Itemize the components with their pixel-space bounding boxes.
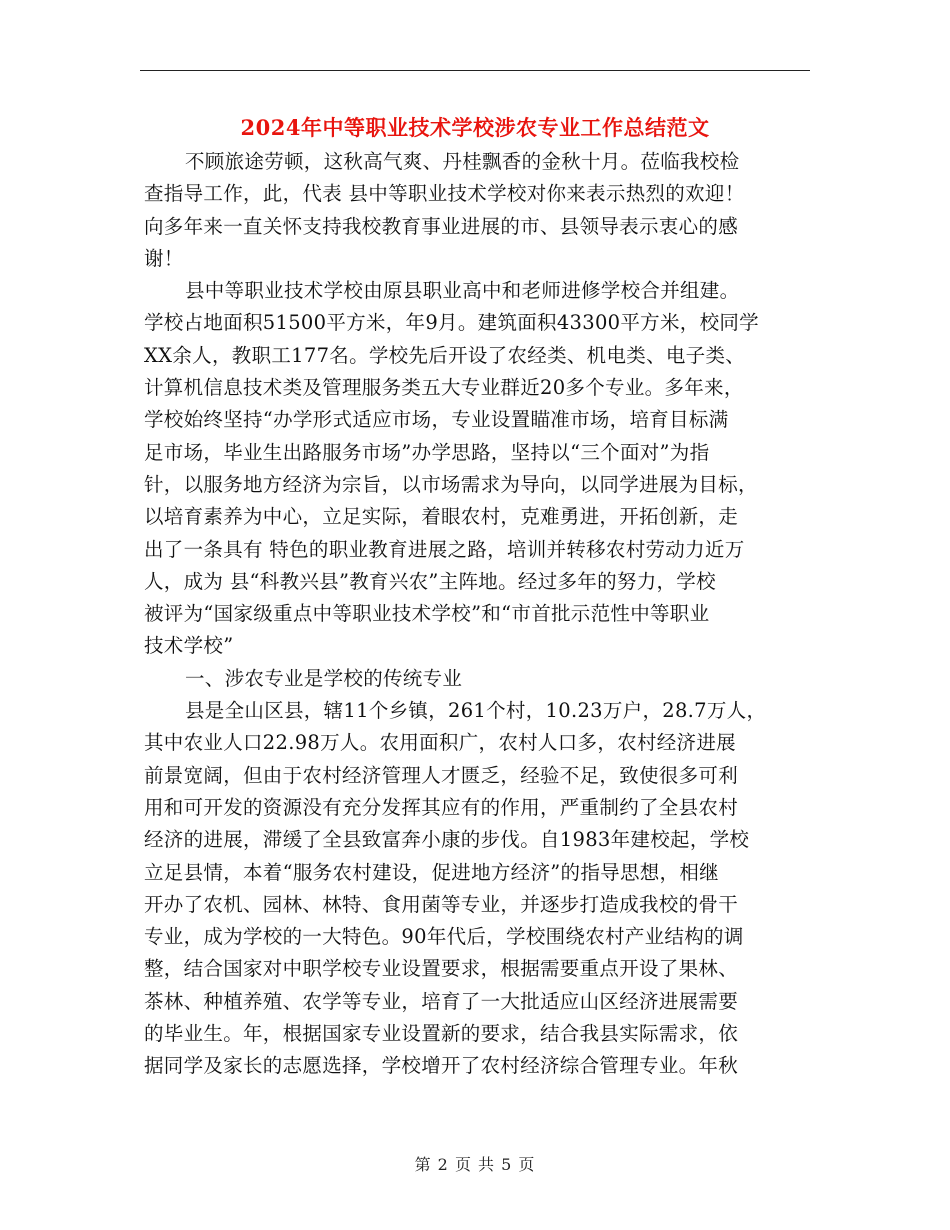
document-body	[144, 146, 808, 1106]
body-line: 前景宽阔，但由于农村经济管理人才匮乏，经验不足，致使很多可利	[144, 763, 739, 787]
body-line: XX余人，教职工177名。学校先后开设了农经类、机电类、电子类、	[144, 343, 746, 367]
body-line: 其中农业人口22.98万人。农用面积广，农村人口多，农村经济进展	[144, 731, 736, 755]
body-line: 技术学校”	[144, 634, 234, 658]
body-line: 据同学及家长的志愿选择，学校增开了农村经济综合管理专业。年秋	[144, 1054, 739, 1078]
body-line: 经济的进展，滞缓了全县致富奔小康的步伐。自1983年建校起，学校	[144, 828, 750, 852]
body-line: 立足县情，本着“服务农村建设，促进地方经济”的指导思想，相继	[144, 860, 719, 884]
body-line: 足市场，毕业生出路服务市场”办学思路，坚持以“三个面对”为指	[144, 440, 710, 464]
body-line: 被评为“国家级重点中等职业技术学校”和“市首批示范性中等职业	[144, 602, 710, 626]
body-line: 学校始终坚持“办学形式适应市场，专业设置瞄准市场，培育目标满	[144, 408, 729, 432]
page-number: 第 2 页 共 5 页	[414, 1155, 536, 1174]
body-line: 针，以服务地方经济为宗旨，以市场需求为导向，以同学进展为目标，	[144, 472, 758, 496]
body-line: 向多年来一直关怀支持我校教育事业进展的市、县领导表示衷心的感	[144, 214, 739, 238]
header-rule	[140, 70, 810, 71]
body-line: 人，成为 县“科教兴县”教育兴农”主阵地。经过多年的努力，学校	[144, 569, 716, 593]
body-line: 专业，成为学校的一大特色。90年代后，学校围绕农村产业结构的调	[144, 925, 744, 949]
section-heading: 一、涉农专业是学校的传统专业	[185, 666, 463, 690]
body-line: 计算机信息技术类及管理服务类五大专业群近20多个专业。多年来，	[144, 376, 744, 400]
body-line: 开办了农机、园林、林特、食用菌等专业，并逐步打造成我校的骨干	[144, 892, 739, 916]
document-title: 2024年中等职业技术学校涉农专业工作总结范文	[240, 115, 710, 140]
body-line: 学校占地面积51500平方米，年9月。建筑面积43300平方米，校同学	[144, 311, 759, 335]
body-line: 不顾旅途劳顿，这秋高气爽、丹桂飘香的金秋十月。莅临我校检	[185, 150, 740, 173]
body-line: 用和可开发的资源没有充分发挥其应有的作用，严重制约了全县农村	[144, 795, 739, 819]
body-line: 谢！	[144, 246, 184, 270]
body-line: 县是全山区县，辖11个乡镇，261个村，10.23万户，28.7万人，	[185, 699, 767, 723]
body-line: 出了一条具有 特色的职业教育进展之路，培训并转移农村劳动力近万	[144, 537, 745, 561]
body-line: 县中等职业技术学校由原县职业高中和老师进修学校合并组建。	[185, 279, 740, 303]
body-line: 查指导工作，此，代表 县中等职业技术学校对你来表示热烈的欢迎！	[144, 182, 745, 206]
body-line: 以培育素养为中心，立足实际，着眼农村，克难勇进，开拓创新，走	[144, 505, 739, 529]
body-line: 的毕业生。年，根据国家专业设置新的要求，结合我县实际需求，依	[144, 1022, 739, 1046]
body-line: 茶林、种植养殖、农学等专业，培育了一大批适应山区经济进展需要	[144, 989, 739, 1013]
body-line: 整，结合国家对中职学校专业设置要求，根据需要重点开设了果林、	[144, 957, 739, 981]
